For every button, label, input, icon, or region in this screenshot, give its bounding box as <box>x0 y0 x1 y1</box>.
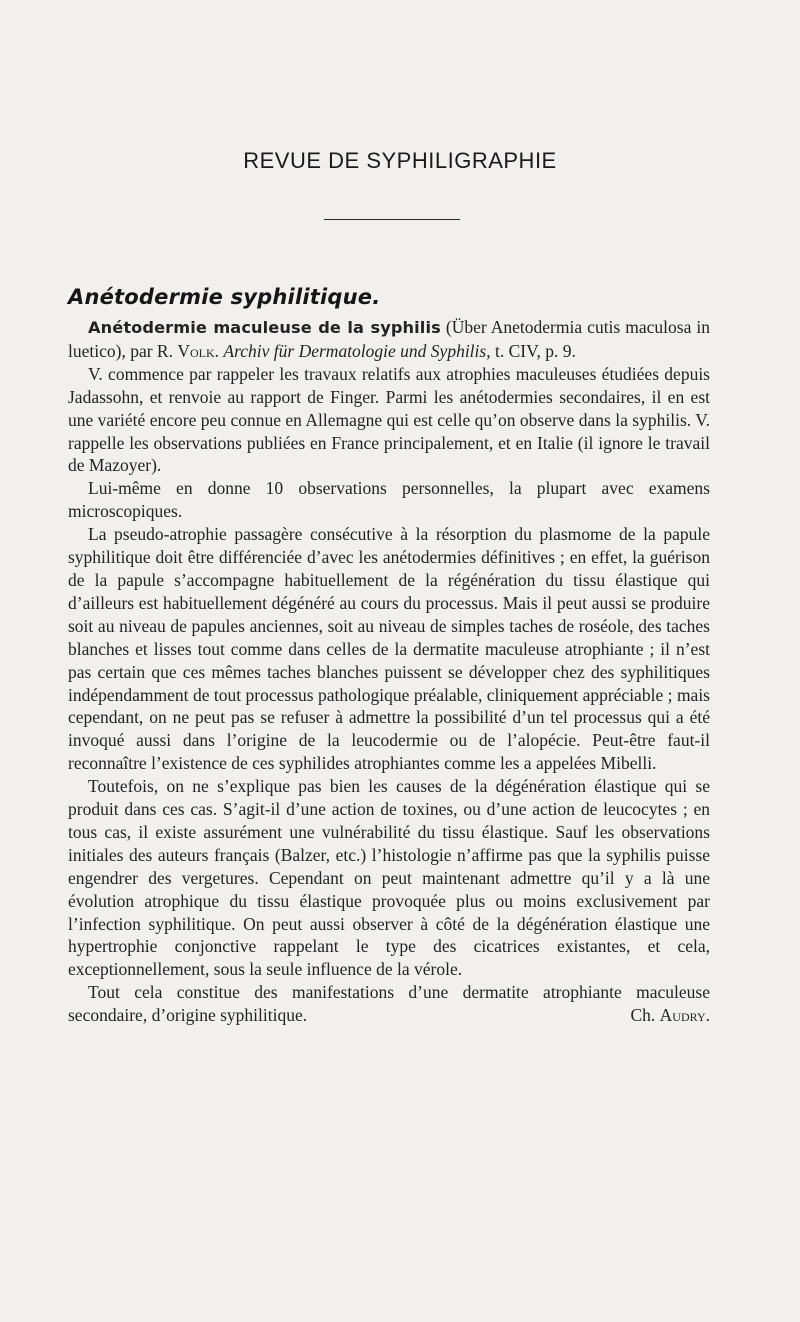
signature-surname: Audry. <box>659 1005 710 1026</box>
closing-paragraph <box>68 981 710 1027</box>
volume-page: t. CIV, p. 9. <box>494 340 576 361</box>
paragraph: Toutefois, on ne s’explique pas bien les causes de la dégénération élastique qui se produit dans ces cas. S’agit-il d’une action de toxines, ou d’une action de leucocytes ; en tous cas, il existe assurément une vulnérabilité du tissu élastique. Sauf les observations initiales des auteurs français (Balzer, etc.) l’histologie n’affirme pas que la syphilis puisse engendrer des vergetures. Cependant on peut maintenant admettre qu’il y a là une évolution atrophique du tissu élastique provoquée plus ou moins exclusivement par l’infection syphilitique. On peut aussi observer à côté de la dégénération élastique une hypertrophie conjonctive rappelant le type des cicatrices existantes, et cela, exceptionnellement, sous la seule influence de la vérole. <box>68 776 710 980</box>
section-title: Anétodermie syphilitique. <box>68 285 381 309</box>
author-initial: R. <box>156 340 173 361</box>
article-body <box>68 316 710 1027</box>
paragraph: La pseudo-atrophie passagère consécutive à la résorption du plasmome de la papule syphilitique doit être différenciée d’avec les anétodermies définitives ; en effet, la guérison de la papule s’accompagne habituellement de la régénération du tissu élastique qui d’ailleurs est habituellement dégénéré au cours du processus. Mais il peut aussi se produire soit au niveau de papules anciennes, soit au niveau de simples taches de roséole, des taches blanches et lisses tout comme dans celles de la dermatite maculeuse atrophiante ; il n’est pas certain que ces mêmes taches blanches puissent se développer chez des syphilitiques indépendamment de tout processus pathologique préalable, cliniquement appréciable ; mais cependant, on ne peut pas se refuser à admettre la possibilité d’un tel processus qui a été invoqué aussi dans l’origine de la leucodermie ou de l’alopécie. Peut-être faut-il reconnaître l’existence de ces syphilides atrophiantes comme les a appelées Mibelli. <box>68 524 710 774</box>
article-german-title: (Über Anetodermia cutis maculosa in luetico), par <box>68 317 711 361</box>
paragraph: V. commence par rappeler les travaux relatifs aux atrophies maculeuses étudiées depuis Jadassohn, et renvoie au rapport de Finger. Parmi les anétodermies secondaires, il en est une variété encore peu connue en Allemagne qui est celle qu’on observe dans la syphilis. V. rappelle les observations publiées en France principalement, et en Italie (il ignore le travail de Mazoyer). <box>68 363 710 476</box>
article-citation: Anétodermie maculeuse de la syphilis (Über Anetodermia cutis maculosa in luetico), par R. Volk. Archiv für Dermatologie und Syphilis, t. CIV, p. 9. <box>68 317 711 361</box>
signature <box>630 1004 710 1027</box>
header-rule <box>324 219 460 220</box>
running-header: REVUE DE SYPHILIGRAPHIE <box>243 148 557 173</box>
journal-name: Archiv für Dermatologie und Syphilis, <box>223 340 491 361</box>
author-name: Volk <box>177 340 215 361</box>
article-title: Anétodermie maculeuse de la syphilis <box>88 318 441 337</box>
paragraph: Tout cela constitue des manifestations d’une dermatite atrophiante maculeuse secondaire, d’origine syphilitique. <box>68 982 710 1026</box>
signature-initials: Ch. <box>630 1005 656 1026</box>
paragraph: Lui-même en donne 10 observations personnelles, la plupart avec examens microscopiques. <box>68 478 710 522</box>
